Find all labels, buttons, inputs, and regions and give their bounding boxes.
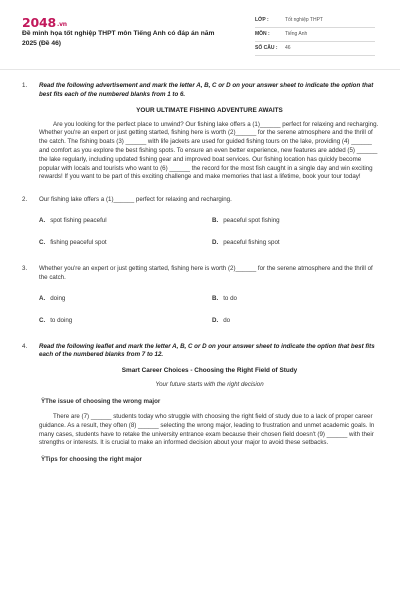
meta-value: Tiếng Anh <box>285 31 308 37</box>
question-3 <box>22 265 380 283</box>
meta-row-count <box>255 42 375 56</box>
meta-info-table <box>255 14 375 56</box>
document-title: Đề minh họa tốt nghiệp THPT môn Tiếng Anh có đáp án năm 2025 (Đề 46) <box>22 30 215 47</box>
option-c[interactable] <box>39 317 72 326</box>
question-text: Whether you're an expert or just getting started, fishing here is worth (2)______ for the serene atmosphere and the thrill of the catch. <box>39 265 373 281</box>
option-letter: C. <box>39 316 46 324</box>
option-text: to do <box>223 294 237 302</box>
section-4 <box>22 343 380 465</box>
page-header <box>0 0 400 68</box>
leaflet-heading: ŸTips for choosing the right major <box>41 456 142 464</box>
option-text: peaceful fishing spot <box>223 239 280 247</box>
meta-key: LỚP : <box>255 17 269 23</box>
logo-text: 2048 <box>22 15 56 30</box>
option-letter: A. <box>39 217 46 225</box>
section-instruction: Read the following advertisement and mark the letter A, B, C or D on your answer sheet to indicate the option that best fits each of the numbered blanks from 1 to 6. <box>39 82 374 98</box>
meta-key: SỐ CÂU : <box>255 45 278 51</box>
leaflet-text: There are (7) ______ students today who struggle with choosing the right field of study due to a lack of proper career guidance. As a result, they often (8) ______ selecting the wrong major, leading to frustration and unmet academic goals. In many cases, students have to retake the university entrance exam because their chosen field doesn't (9) ______ with their strengths or interests. It is crucial to make an informed decision about your major to avoid these setbacks. <box>39 412 375 447</box>
section-number: 1. <box>22 82 28 89</box>
option-d[interactable] <box>212 317 230 326</box>
option-text: do <box>223 316 231 324</box>
section-number: 4. <box>22 342 28 350</box>
option-text: fishing peaceful spot <box>50 239 107 247</box>
exam-content <box>22 82 380 465</box>
option-a[interactable] <box>39 295 65 304</box>
option-b[interactable] <box>212 217 280 226</box>
option-a[interactable] <box>39 217 107 226</box>
logo-tld: .vn <box>57 21 67 28</box>
meta-key: MÔN : <box>255 31 270 37</box>
header-divider <box>0 69 400 70</box>
meta-row-subject <box>255 28 375 42</box>
meta-row-class <box>255 14 375 28</box>
option-b[interactable] <box>212 295 237 304</box>
section-1 <box>22 82 380 182</box>
leaflet-title: Smart Career Choices - Choosing the Right Field of Study <box>121 367 298 375</box>
question-2-options <box>22 211 380 255</box>
option-letter: B. <box>212 217 219 225</box>
section-instruction: Read the following leaflet and mark the letter A, B, C or D on your answer sheet to indicate the option that best fits each of the numbered blanks from 7 to 12. <box>39 342 375 359</box>
option-text: to doing <box>50 316 73 324</box>
passage-title: YOUR ULTIMATE FISHING ADVENTURE AWAITS <box>136 106 283 114</box>
option-text: doing <box>50 294 66 302</box>
option-letter: D. <box>212 316 219 324</box>
passage-text: Are you looking for the perfect place to unwind? Our fishing lake offers a (1)______ perfect for relaxing and recharging. Whether you're an expert or just getting started, fishing here is worth (2)______ for the serene atmosphere and the thrill of the catch. The fishing boats (3) ______ with life jackets are used for guided fishing tours on the lake, providing (4) ______ and comfort as you explore the best fishing spots. To ensure an even better experience, new features are added (5) ______ the lake regularly, including updated fishing gear and improved boat services. Our fishing location has quickly become popular with locals and tourists who want to (6) ______ the record for the most fish caught in a single day and win exciting rewards! If you want to be part of this exciting challenge and make memories that last a lifetime, book your tour today! <box>39 120 379 181</box>
option-letter: B. <box>212 294 219 302</box>
leaflet-subtitle: Your future starts with the right decision <box>155 381 264 389</box>
option-letter: D. <box>212 239 219 247</box>
question-3-options <box>22 289 380 333</box>
question-text: Our fishing lake offers a (1)______ perfect for relaxing and recharging. <box>39 196 232 204</box>
question-number: 3. <box>22 265 28 273</box>
leaflet-heading: ŸThe issue of choosing the wrong major <box>41 398 161 406</box>
option-d[interactable] <box>212 239 280 248</box>
meta-value: Tốt nghiệp THPT <box>285 17 323 23</box>
option-letter: C. <box>39 239 46 247</box>
meta-value: 46 <box>285 45 291 51</box>
option-text: spot fishing peaceful <box>50 217 107 225</box>
question-number: 2. <box>22 196 28 204</box>
option-letter: A. <box>39 294 46 302</box>
question-2 <box>22 196 380 205</box>
option-c[interactable] <box>39 239 107 248</box>
option-text: peaceful spot fishing <box>223 217 280 225</box>
